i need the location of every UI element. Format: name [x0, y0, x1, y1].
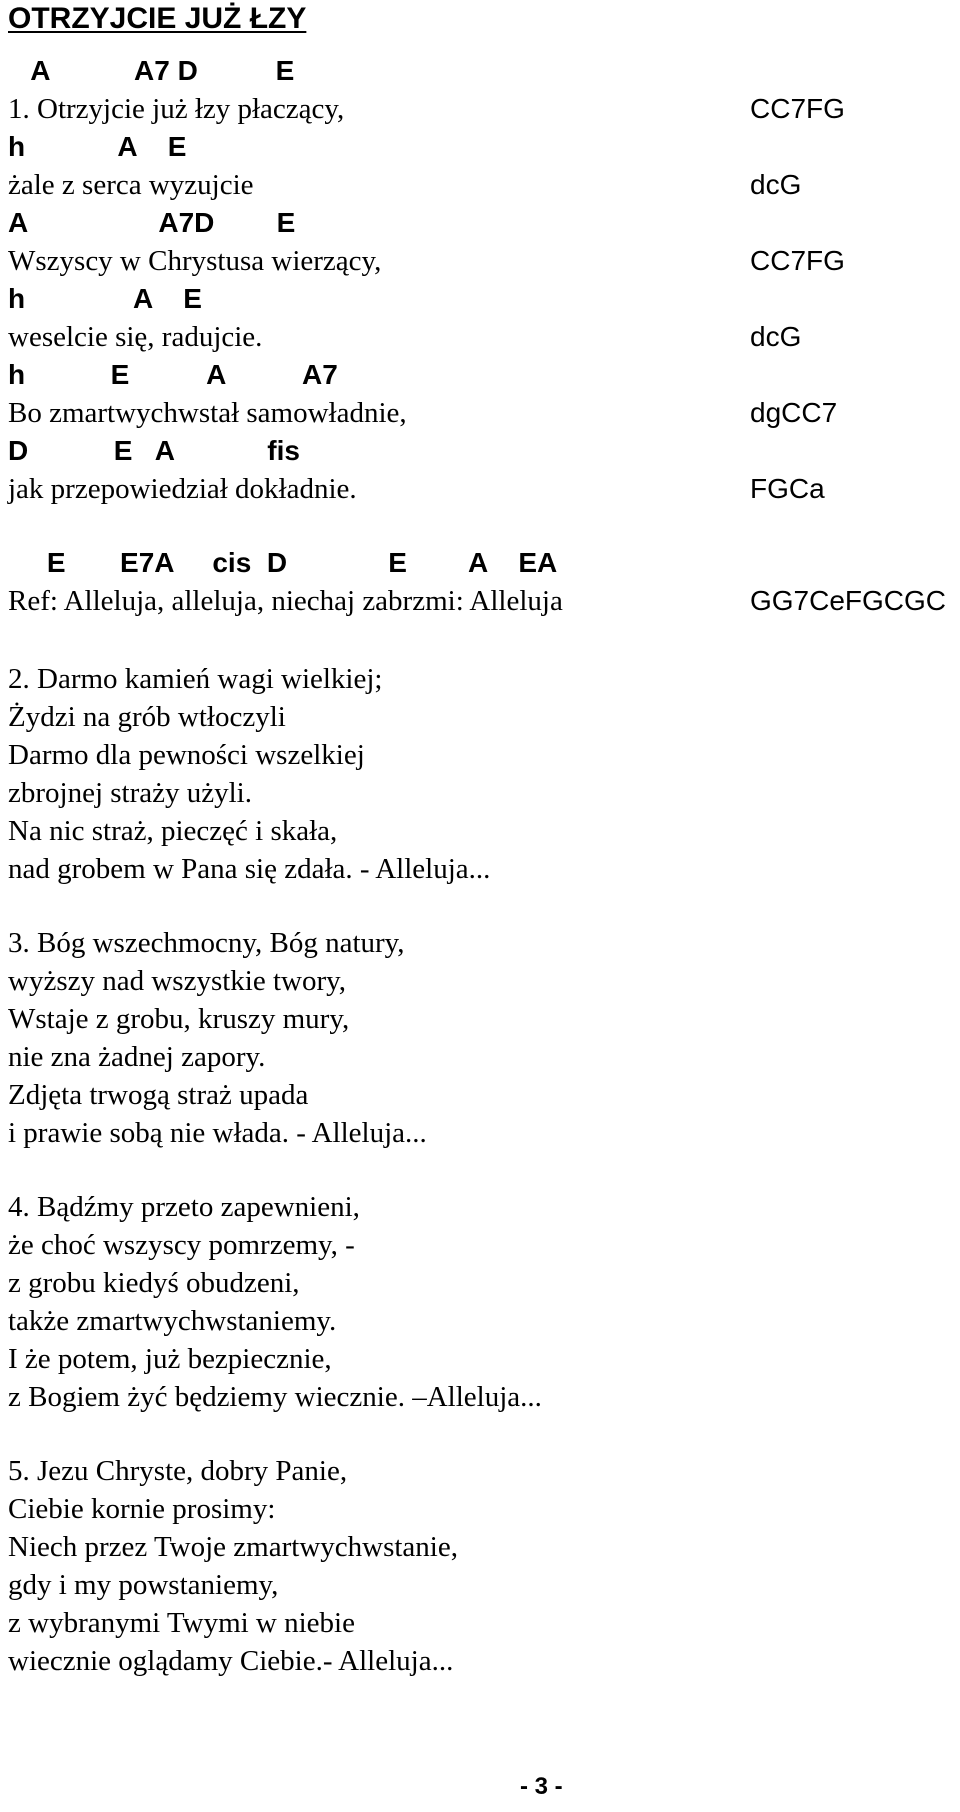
alt-chords: dgCC7: [750, 397, 838, 428]
lyric-line: Bo zmartwychwstał samowładnie,: [8, 397, 407, 429]
lyric-line: z wybranymi Twymi w niebie: [8, 1607, 355, 1639]
lyric-line: Żydzi na grób wtłoczyli: [8, 701, 286, 733]
chord-line: A A7D E: [8, 207, 296, 238]
lyric-line: weselcie się, radujcie.: [8, 321, 263, 353]
lyric-line: zbrojnej straży użyli.: [8, 777, 252, 809]
alt-chords: dcG: [750, 169, 802, 200]
chord-line: h A E: [8, 131, 187, 162]
lyric-line: 3. Bóg wszechmocny, Bóg natury,: [8, 927, 405, 959]
lyric-line: Ref: Alleluja, alleluja, niechaj zabrzmi: Alleluja: [8, 585, 563, 617]
page-number: - 3 -: [520, 1773, 563, 1800]
lyric-line: Wstaje z grobu, kruszy mury,: [8, 1003, 350, 1035]
lyric-line: także zmartwychwstaniemy.: [8, 1305, 337, 1337]
chord-line: h E A A7: [8, 359, 338, 390]
chord-line: h A E: [8, 283, 202, 314]
chord-line: A A7 D E: [8, 55, 295, 86]
lyric-line: 2. Darmo kamień wagi wielkiej;: [8, 663, 383, 695]
lyric-line: wyższy nad wszystkie twory,: [8, 965, 346, 997]
lyric-line: 5. Jezu Chryste, dobry Panie,: [8, 1455, 348, 1487]
chord-line: D E A fis: [8, 435, 300, 466]
lyric-line: gdy i my powstaniemy,: [8, 1569, 279, 1601]
alt-chords: CC7FG: [750, 93, 845, 124]
lyric-line: nie zna żadnej zapory.: [8, 1041, 266, 1073]
lyric-line: żale z serca wyzujcie: [8, 169, 254, 201]
lyric-line: jak przepowiedział dokładnie.: [8, 473, 357, 505]
alt-chords: dcG: [750, 321, 802, 352]
lyric-line: Wszyscy w Chrystusa wierzący,: [8, 245, 382, 277]
lyric-line: I że potem, już bezpiecznie,: [8, 1343, 332, 1375]
lyric-line: Na nic straż, pieczęć i skała,: [8, 815, 338, 847]
song-title: OTRZYJCIE JUŻ ŁZY: [8, 2, 307, 35]
lyric-line: wiecznie oglądamy Ciebie.- Alleluja...: [8, 1645, 454, 1677]
alt-chords: GG7CeFGCGC: [750, 585, 947, 616]
lyric-line: Zdjęta trwogą straż upada: [8, 1079, 309, 1111]
lyric-line: 4. Bądźmy przeto zapewnieni,: [8, 1191, 360, 1223]
lyric-line: Darmo dla pewności wszelkiej: [8, 739, 365, 771]
lyric-line: że choć wszyscy pomrzemy, -: [8, 1229, 355, 1261]
lyric-line: nad grobem w Pana się zdała. - Alleluja...: [8, 853, 491, 885]
chord-line: E E7A cis D E A EA: [8, 547, 558, 578]
lyric-line: Niech przez Twoje zmartwychwstanie,: [8, 1531, 458, 1563]
lyric-line: z grobu kiedyś obudzeni,: [8, 1267, 300, 1299]
alt-chords: FGCa: [750, 473, 825, 504]
alt-chords: CC7FG: [750, 245, 845, 276]
lyric-line: Ciebie kornie prosimy:: [8, 1493, 276, 1525]
lyric-line: z Bogiem żyć będziemy wiecznie. –Alleluja...: [8, 1381, 542, 1413]
lyric-line: i prawie sobą nie włada. - Alleluja...: [8, 1117, 427, 1149]
lyric-line: 1. Otrzyjcie już łzy płaczący,: [8, 93, 345, 125]
